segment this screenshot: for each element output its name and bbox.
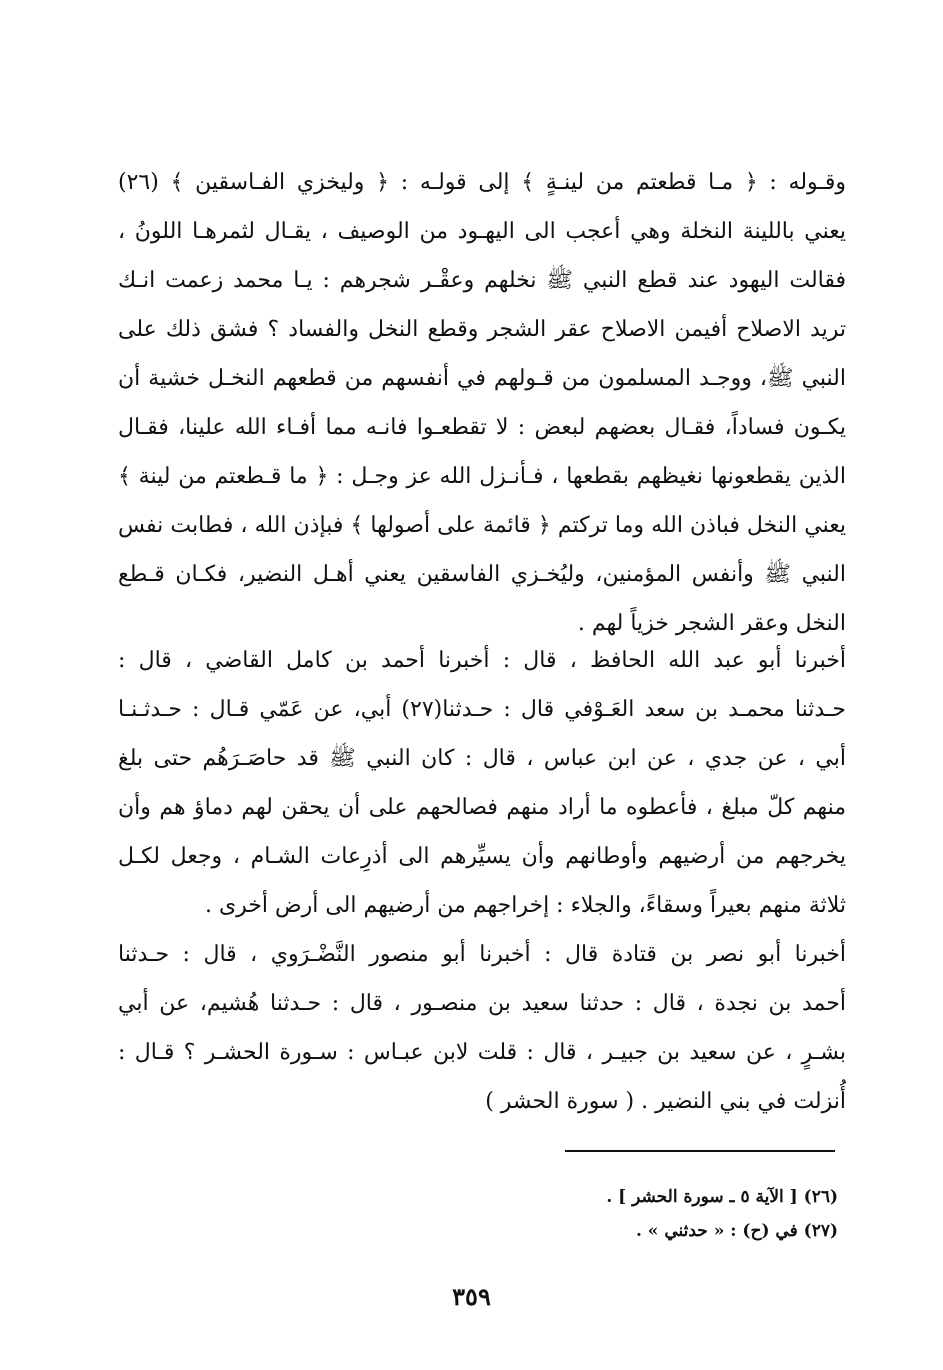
text-line: منهم كلّ مبلغ ، فأعطوه ما أراد منهم فصالحهم على أن يحقن لهم دماؤ هم وأن	[118, 795, 846, 820]
text-line: حـدثنا محمـد بن سعد العَـوْفي قال : حـدثنا(٢٧) أبي، عن عَمّي قـال : حـدثـنـا	[118, 697, 846, 722]
page-number: ٣٥٩	[452, 1282, 491, 1311]
text-line: النخل وعقر الشجر خزياً لهم .	[577, 611, 846, 636]
footnote-26: (٢٦) [ الآية ٥ ـ سورة الحشر ] .	[606, 1187, 838, 1207]
text-line: أُنزلت في بني النضير . ( سورة الحشر )	[485, 1089, 846, 1114]
text-line: ثلاثة منهم بعيراً وسقاءً، والجلاء : إخراجهم من أرضيهم الى أرض أخرى .	[204, 893, 846, 918]
text-line: يعني النخل فباذن الله وما تركتم ﴿ قائمة على أصولها ﴾ فبإذن الله ، فطابت نفس	[118, 513, 846, 538]
paragraph-3	[118, 930, 846, 1126]
text-line: يخرجهم من أرضيهم وأوطانهم وأن يسيِّرهم الى أذرِعات الشـام ، وجعل لكـل	[118, 844, 846, 869]
text-line: الذين يقطعونها نغيظهم بقطعها ، فـأنـزل الله عز وجـل : ﴿ ما قـطعتم من لينة ﴾	[118, 464, 846, 489]
footnote-27: (٢٧) في (ح) : « حدثني » .	[635, 1221, 838, 1241]
text-line: وقـوله : ﴿ مـا قطعتم من لينـةٍ ﴾ إلى قولـه : ﴿ وليخزي الفـاسقين ﴾ (٢٦)	[118, 170, 846, 195]
text-line: فقالت اليهود عند قطع النبي ﷺ نخلهم وعقْـر شجرهم : يـا محمد زعمت انـك	[118, 268, 846, 293]
footnote-separator	[565, 1150, 835, 1152]
footnotes	[500, 1180, 838, 1248]
paragraph-2	[118, 636, 846, 930]
text-line: يعني باللينة النخلة وهي أعجب الى اليهـود من الوصيف ، يقـال لثمرهـا اللونُ ،	[118, 219, 846, 244]
text-line: النبي ﷺ وأنفس المؤمنين، وليُخـزي الفاسقين يعني أهـل النضير، فكـان قـطع	[118, 562, 846, 587]
text-line: أخبرنا أبو نصر بن قتادة قال : أخبرنا أبو منصور النَّضْـرَوي ، قال : حـدثنا	[118, 942, 846, 967]
paragraph-1	[118, 158, 846, 648]
text-line: النبي ﷺ، ووجـد المسلمون من قـولهم في أنفسهم من قطعهم النخـل خشية أن	[118, 366, 846, 391]
text-line: تريد الاصلاح أفيمن الاصلاح عقر الشجر وقطع النخل والفساد ؟ فشق ذلك على	[118, 317, 846, 342]
text-line: أخبرنا أبو عبد الله الحافظ ، قال : أخبرنا أحمد بن كامل القاضي ، قال :	[118, 648, 846, 673]
text-line: يكـون فساداً، فقـال بعضهم لبعض : لا تقطعـوا فانـه مما أفـاء الله علينا، فقـال	[118, 415, 846, 440]
text-line: بشـرٍ ، عن سعيد بن جبيـر ، قال : قلت لابن عبـاس : سـورة الحشـر ؟ قـال :	[118, 1040, 846, 1065]
text-line: أبي ، عن جدي ، عن ابن عباس ، قال : كان النبي ﷺ قد حاصَـرَهُم حتى بلغ	[118, 746, 846, 771]
text-line: أحمد بن نجدة ، قال : حدثنا سعيد بن منصـور ، قال : حـدثنا هُشيم، عن أبي	[118, 991, 846, 1016]
